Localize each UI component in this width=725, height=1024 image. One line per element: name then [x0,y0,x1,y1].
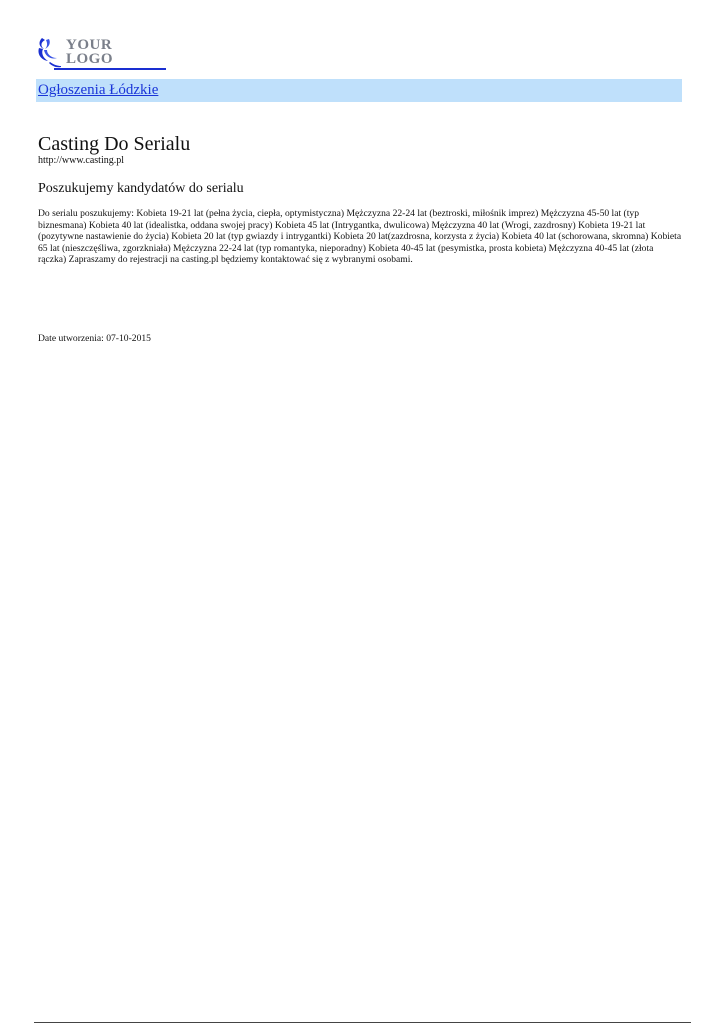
logo-underline [54,68,166,70]
listing-subtitle: Poszukujemy kandydatów do serialu [38,181,244,196]
logo-text-line2: LOGO [66,51,114,67]
listing-title: Casting Do Serialu [38,133,191,155]
logo-text [66,38,113,66]
listing-body: Do serialu poszukujemy: Kobieta 19-21 lat (pełna życia, ciepła, optymistyczna) Mężczyzna 22-24 lat (beztroski, miłośnik imprez) Mężczyzna 45-50 lat (typ biznesmana) Kobieta 40 lat (idealistka, oddana swojej pracy) Kobieta 45 lat (Intrygantka, dwulicowa) Mężczyzna 40 lat (Wrogi, zazdrosny) Kobieta 19-21 lat (pozytywne nastawienie do życia) Kobieta 20 lat (typ gwiazdy i intrygantki) Kobieta 20 lat(zazdrosna, korzysta z życia) Kobieta 40 lat (schorowana, skromna) Kobieta 65 lat (nieszczęśliwa, zgorzkniała) Mężczyzna 22-24 lat (typ romantyka, nieporadny) Kobieta 40-45 lat (pesymistka, prosta kobieta) Mężczyzna 40-45 lat (złota rączka) Zapraszamy do rejestracji na casting.pl będziemy kontaktować się z wybranymi osobami. [38,208,682,266]
logo-text-line1: YOUR [66,37,113,53]
footer-divider [34,1022,691,1023]
listing-url: http://www.casting.pl [38,155,125,166]
category-bar [36,79,682,102]
creation-date: Date utworzenia: 07-10-2015 [38,333,151,344]
logo [36,36,136,72]
category-link[interactable]: Ogłoszenia Łódzkie [38,82,159,98]
logo-flame-icon [36,36,62,70]
